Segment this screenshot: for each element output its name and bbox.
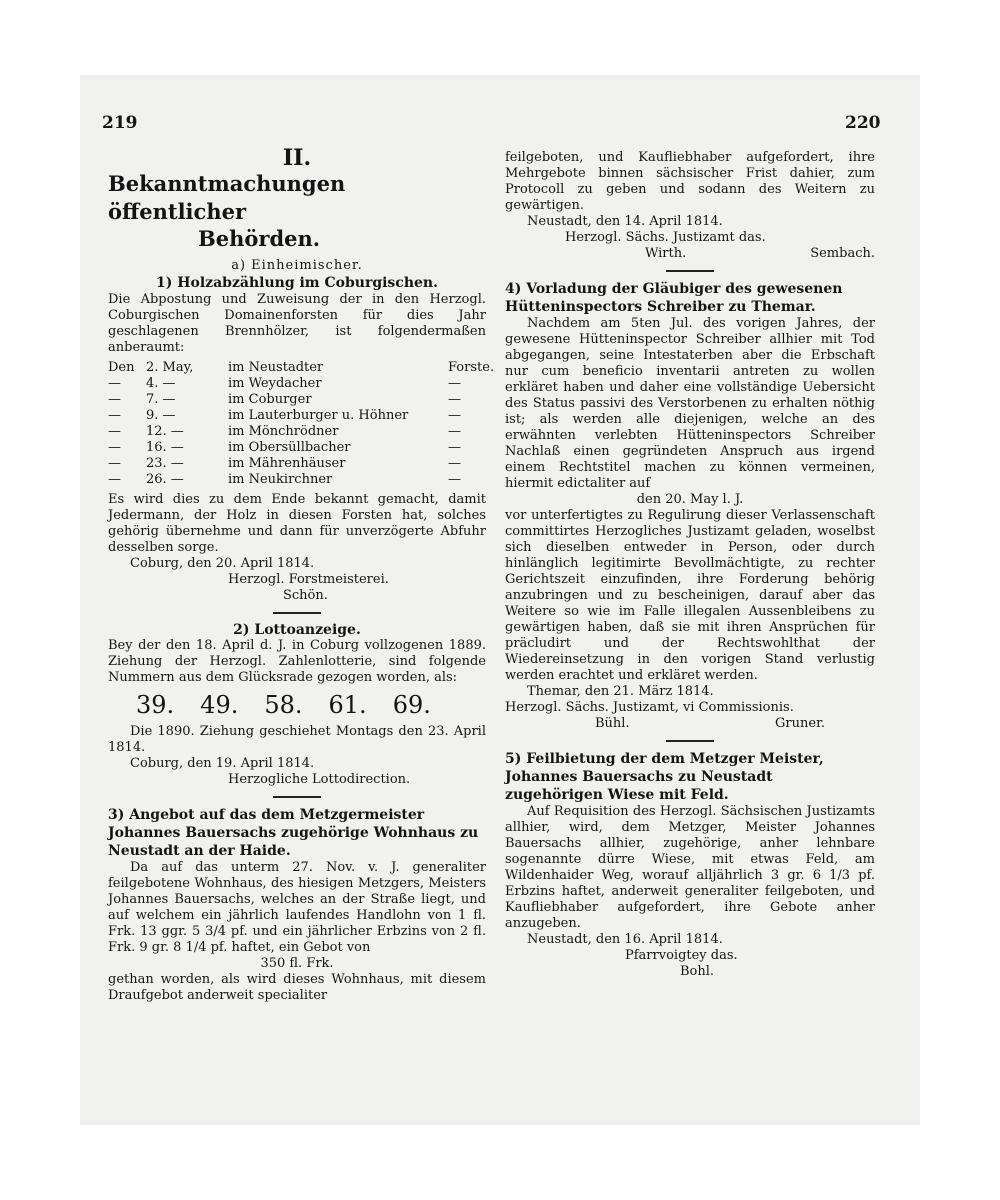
item4-heading: 4) Vorladung der Gläubiger des gewesenen Hütteninspectors Schreiber zu Themar.	[505, 281, 843, 315]
date-cell: 9. —	[146, 408, 176, 423]
item3-text: Da auf das unterm 27. Nov. v. J. generaliter feilgebotene Wohnhaus, des hiesigen Metzgers, Meisters Johannes Bauersachs, welches an der Straße liegt, und auf welchem ein jährlich laufendes Handlohn von 1 fl. Frk. 13 ggr. 5 3/4 pf. und ein jährlicher Erbzins von 2 fl. Frk. 9 gr. 8 1/4 pf. haftet, ein Gebot von	[108, 860, 486, 955]
item4-text-2: vor unterfertigtes zu Regulirung dieser Verlassenschaft committirtes Herzogliches Justizamt geladen, woselbst sich dieselben entweder in Person, oder durch hinlänglich legitimirte Bevollmächtigte, zu rechter Gerichtszeit einzufinden, ihre Forderung behörig anzubringen und zu bescheinigen, darauf aber das Weitere so wie im Falle illegalen Aussenbleibens zu gewärtigen haben, daß sie mit ihren Ansprüchen für präcludirt und der Rechtswohlthat der Wiedereinsetzung in den vorigen Stand verlustig werden erachtet und erkläret werden.	[505, 508, 875, 683]
signature-name: Bühl.	[595, 716, 630, 731]
item4-signature-names	[505, 716, 875, 732]
date-cell: 7. —	[146, 392, 176, 407]
date-cell: —	[448, 424, 461, 439]
item2-signature: Herzogliche Lottodirection.	[228, 772, 411, 787]
item4-place-date: Themar, den 21. März 1814.	[527, 684, 714, 699]
item1-signature-name: Schön.	[283, 588, 328, 603]
continued-signature: Herzogl. Sächs. Justizamt das.	[565, 230, 766, 245]
lottery-number: 69.	[392, 691, 431, 719]
item5-heading: 5) Feilbietung der dem Metzger Meister, Johannes Bauersachs zu Neustadt zugehörigen Wiese mit Feld.	[505, 751, 824, 803]
item3-heading: 3) Angebot auf das dem Metzgermeister Johannes Bauersachs zugehörige Wohnhaus zu Neustadt an der Haide.	[108, 807, 479, 859]
continued-place-date: Neustadt, den 14. April 1814.	[527, 214, 723, 229]
date-cell: —	[448, 392, 461, 407]
date-cell: im Lauterburger u. Höhner	[228, 408, 409, 423]
item5-text: Auf Requisition des Herzogl. Sächsischen Justizamts allhier, wird, dem Metzger, Meister Johannes Bauersachs allhier, zugehörige, anher lehnbare sogenannte dürre Wiese, mit etwas Feld, am Wildenhaider Weg, worauf alljährlich 3 gr. 6 1/3 pf. Erbzins haftet, anderweit generaliter feilgeboten, und Kaufliebhaber aufgefordert, ihre Gebote anher anzugeben.	[505, 804, 875, 931]
signature-name: Gruner.	[775, 716, 825, 731]
date-cell: 16. —	[146, 440, 184, 455]
page-number-right: 220	[845, 113, 881, 133]
date-cell: —	[448, 408, 461, 423]
item1-place-date: Coburg, den 20. April 1814.	[130, 556, 315, 571]
date-cell: 12. —	[146, 424, 184, 439]
date-row	[108, 472, 486, 488]
date-cell: —	[108, 424, 121, 439]
date-cell: im Neustadter	[228, 360, 324, 375]
item2-text: Bey der den 18. April d. J. in Coburg vollzogenen 1889. Ziehung der Herzogl. Zahlenlotterie, sind folgende Nummern aus dem Glücksrade gezogen worden, als:	[108, 638, 486, 685]
date-cell: im Mönchrödner	[228, 424, 339, 439]
date-cell: 26. —	[146, 472, 184, 487]
date-cell: Forste.	[448, 360, 495, 375]
item2-text-2: Die 1890. Ziehung geschiehet Montags den 23. April 1814.	[108, 724, 486, 755]
continued-text: feilgeboten, und Kaufliebhaber aufgefordert, ihre Mehrgebote binnen sächsischer Frist dahier, zum Protocoll zu geben und sodann des Weitern zu gewärtigen.	[505, 150, 875, 213]
section-number: II.	[282, 145, 312, 171]
date-cell: —	[108, 456, 121, 471]
section-title: Bekanntmachungen öffentlicher	[108, 171, 346, 224]
date-cell: —	[108, 392, 121, 407]
date-cell: im Mährenhäuser	[228, 456, 346, 471]
date-row	[108, 392, 486, 408]
lottery-number: 39.	[136, 691, 175, 719]
date-row	[108, 408, 486, 424]
divider	[666, 270, 714, 272]
date-row	[108, 360, 495, 376]
item1-heading: 1) Holzabzählung im Coburgischen.	[156, 275, 438, 291]
date-cell: —	[108, 472, 121, 487]
item4-date: den 20. May l. J.	[636, 492, 744, 507]
item1-text: Die Abpostung und Zuweisung der in den Herzogl. Coburgischen Domainenforsten für dies Jahr geschlagenen Brennhölzer, ist folgendermaßen anberaumt:	[108, 292, 486, 355]
date-cell: im Weydacher	[228, 376, 322, 391]
continued-signature-names	[505, 246, 875, 262]
lottery-numbers	[108, 690, 486, 720]
date-cell: Den	[108, 360, 135, 375]
date-cell: —	[448, 440, 461, 455]
date-row	[108, 424, 486, 440]
date-row	[108, 376, 486, 392]
date-cell: im Neukirchner	[228, 472, 333, 487]
left-column	[108, 145, 495, 1004]
item5-signature: Pfarrvoigtey das.	[625, 948, 738, 963]
page-number-left: 219	[102, 113, 138, 133]
date-cell: im Obersüllbacher	[228, 440, 351, 455]
signature-name: Sembach.	[810, 246, 875, 261]
date-list	[108, 360, 495, 488]
signature-name: Wirth.	[645, 246, 687, 261]
date-cell: —	[108, 376, 121, 391]
item1-text-2: Es wird dies zu dem Ende bekannt gemacht, damit Jedermann, der Holz in diesen Forsten hat, solches gehörig übernehme und dann für unverzögerte Abfuhr desselben sorge.	[108, 492, 486, 555]
item5-place-date: Neustadt, den 16. April 1814.	[527, 932, 723, 947]
lottery-number: 58.	[264, 691, 303, 719]
right-column	[505, 150, 875, 980]
date-cell: im Coburger	[228, 392, 312, 407]
item3-amount: 350 fl. Frk.	[260, 956, 334, 971]
date-cell: —	[448, 456, 461, 471]
lottery-number: 61.	[328, 691, 367, 719]
date-cell: —	[448, 376, 461, 391]
item2-heading: 2) Lottoanzeige.	[233, 622, 361, 638]
date-cell: —	[108, 408, 121, 423]
subheading: a) Einheimischer.	[231, 258, 363, 273]
date-row	[108, 456, 486, 472]
lottery-number: 49.	[200, 691, 239, 719]
section-title-cont: Behörden.	[198, 226, 321, 251]
date-row	[108, 440, 486, 456]
date-cell: 4. —	[146, 376, 176, 391]
divider	[273, 796, 321, 798]
divider	[273, 612, 321, 614]
date-cell: —	[108, 440, 121, 455]
date-cell: 2. May,	[146, 360, 194, 375]
item5-signature-name: Bohl.	[680, 964, 715, 979]
date-cell: —	[448, 472, 461, 487]
item4-signature: Herzogl. Sächs. Justizamt, vi Commissionis.	[505, 700, 794, 715]
item4-text: Nachdem am 5ten Jul. des vorigen Jahres, der gewesene Hütteninspector Schreiber allhier mit Tod abgegangen, seine Intestaterben aber die Erbschaft nur cum beneficio inventarii antreten zu wollen erkläret haben und daher eine vollständige Uebersicht des Status passivi des Verstorbenen zu erhalten nöthig ist; als werden alle diejenigen, welche an des erwähnten verlebten Hütteninspectors Schreiber Nachlaß einen gegründeten Anspruch aus irgend einem Rechtstitel machen zu können vermeinen, hiermit edictaliter auf	[505, 316, 875, 491]
item3-text-2: gethan worden, als wird dieses Wohnhaus, mit diesem Draufgebot anderweit specialiter	[108, 972, 486, 1003]
item2-place-date: Coburg, den 19. April 1814.	[130, 756, 315, 771]
divider	[666, 740, 714, 742]
date-cell: 23. —	[146, 456, 184, 471]
item1-signature: Herzogl. Forstmeisterei.	[228, 572, 389, 587]
